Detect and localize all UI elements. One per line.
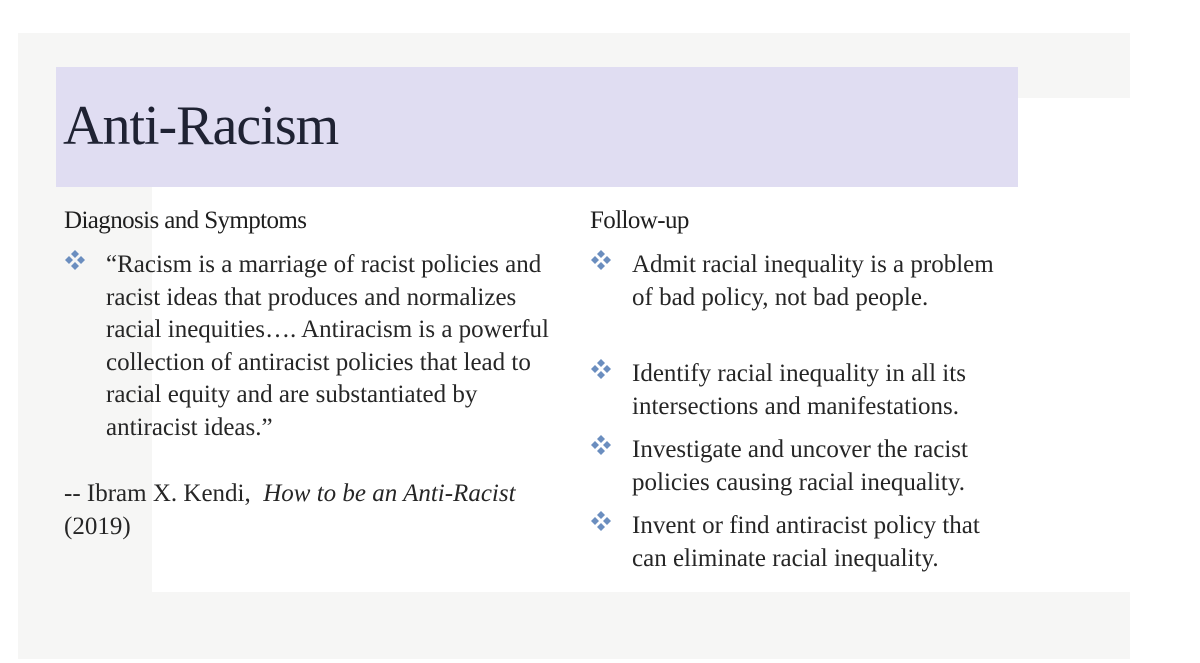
four-diamond-bullet-icon xyxy=(590,358,612,380)
quote-attribution xyxy=(64,478,564,543)
follow-up-item xyxy=(590,434,1010,504)
four-diamond-bullet-icon xyxy=(64,249,86,271)
attribution-year: (2019) xyxy=(64,512,131,540)
right-column-heading: Follow-up xyxy=(590,207,689,234)
follow-up-item-text: Investigate and uncover the racist policies causing racial inequality. xyxy=(632,436,968,496)
follow-up-item xyxy=(590,249,1010,349)
slide-title: Anti-Racism xyxy=(63,95,339,157)
quote-text: “Racism is a marriage of racist policies and racist ideas that produces and normalizes racial inequities…. Antiracism is a powerful collection of antiracist policies that lead to racial equity and are substantiated by antiracist ideas.” xyxy=(106,251,549,441)
four-diamond-bullet-icon xyxy=(590,510,612,532)
four-diamond-bullet-icon xyxy=(590,434,612,456)
quote-bullet xyxy=(64,249,564,449)
attribution-book-title: How to be an Anti-Racist xyxy=(263,480,516,507)
left-column-heading: Diagnosis and Symptoms xyxy=(64,207,307,234)
follow-up-item-text: Identify racial inequality in all its intersections and manifestations. xyxy=(632,360,966,420)
four-diamond-bullet-icon xyxy=(590,249,612,271)
follow-up-item xyxy=(590,510,1010,580)
follow-up-item xyxy=(590,358,1010,428)
follow-up-item-text: Admit racial inequality is a problem of bad policy, not bad people. xyxy=(632,251,994,311)
follow-up-item-text: Invent or find antiracist policy that can eliminate racial inequality. xyxy=(632,512,980,572)
attribution-author: -- Ibram X. Kendi, xyxy=(64,480,251,507)
